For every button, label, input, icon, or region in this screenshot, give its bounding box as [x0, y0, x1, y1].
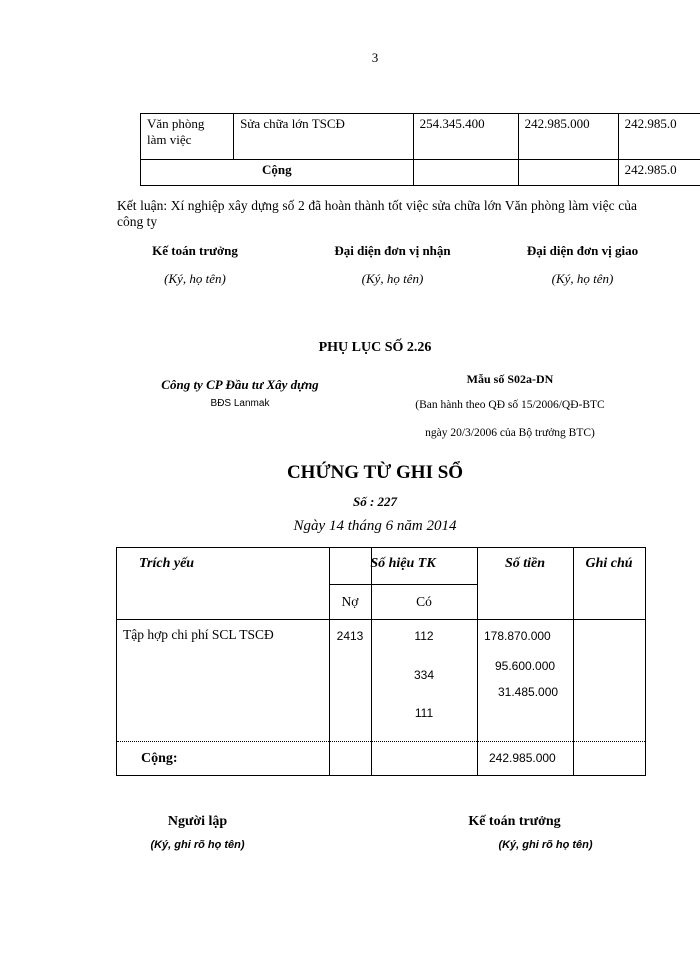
document-date: Ngày 14 tháng 6 năm 2014: [293, 518, 457, 534]
value1-cell: 254.345.400: [413, 114, 518, 160]
header-account-number: Số hiệu TK: [370, 556, 436, 571]
empty-cell: [518, 160, 618, 186]
total-value-cell: 242.985.0: [618, 160, 700, 186]
document-number: Số : 227: [352, 494, 398, 509]
appendix-title: PHỤ LỤC SỐ 2.26: [318, 340, 432, 355]
form-code: Mẫu số S02a-DN: [466, 372, 554, 386]
value3-cell: 242.985.0: [618, 114, 700, 160]
signature-title-receiving-unit: Đại diện đơn vị nhận: [334, 243, 451, 258]
entry-credit-account: 111: [414, 706, 434, 720]
conclusion-text: Kết luận: Xí nghiệp xây dựng số 2 đã hoàn thành tốt việc sửa chữa lớn Văn phòng làm việc của công ty: [117, 198, 637, 229]
header-summary: Trích yếu: [139, 556, 195, 571]
header-note: Ghi chú: [585, 556, 633, 571]
signature-note: (Ký, họ tên): [551, 271, 614, 286]
signature-note: (Ký, họ tên): [164, 271, 226, 286]
form-regulation-line1: (Ban hành theo QĐ số 15/2006/QĐ-BTC: [415, 399, 605, 411]
entry-summary: Tập hợp chi phí SCL TSCĐ: [123, 627, 274, 642]
total-label: Cộng:: [141, 751, 178, 766]
grid-line: [329, 584, 477, 585]
signature-title-chief-accountant: Kế toán trưởng: [468, 814, 561, 829]
content-cell: Sửa chữa lớn TSCĐ: [234, 114, 414, 160]
header-amount: Số tiền: [504, 556, 546, 571]
signature-title-delivering-unit: Đại diện đơn vị giao: [526, 243, 639, 258]
header-credit: Có: [416, 594, 432, 609]
header-debit: Nợ: [341, 594, 359, 609]
company-subname: BĐS Lanmak: [210, 398, 270, 409]
signature-note: (Ký, ghi rõ họ tên): [150, 839, 245, 851]
table-row: [141, 114, 700, 160]
entry-amount: 178.870.000: [484, 629, 551, 643]
ledger-table: [116, 547, 646, 776]
repair-summary-table: [140, 113, 700, 186]
grid-line: [117, 619, 645, 620]
company-name: Công ty CP Đầu tư Xây dựng: [161, 377, 319, 392]
table-row: [141, 160, 700, 186]
document-title: CHỨNG TỪ GHI SỔ: [286, 462, 464, 483]
signature-note: (Ký, họ tên): [361, 271, 424, 286]
signature-title-preparer: Người lập: [167, 814, 228, 829]
dotted-separator: [117, 741, 645, 742]
entry-amount: 95.600.000: [495, 659, 556, 673]
entry-amount: 31.485.000: [498, 685, 559, 699]
entry-credit-account: 334: [413, 668, 435, 682]
signature-title-chief-accountant: Kế toán trưởng: [152, 243, 238, 258]
total-amount: 242.985.000: [489, 751, 556, 765]
entry-credit-account: 112: [414, 629, 434, 643]
unit-cell: Văn phòng làm việc: [141, 114, 234, 160]
page-number: 3: [371, 50, 379, 65]
total-label-cell: Cộng: [141, 160, 414, 186]
value2-cell: 242.985.000: [518, 114, 618, 160]
empty-cell: [413, 160, 518, 186]
entry-debit-account: 2413: [336, 629, 364, 643]
signature-note: (Ký, ghi rõ họ tên): [498, 839, 593, 851]
form-regulation-line2: ngày 20/3/2006 của Bộ trưởng BTC): [425, 427, 595, 439]
